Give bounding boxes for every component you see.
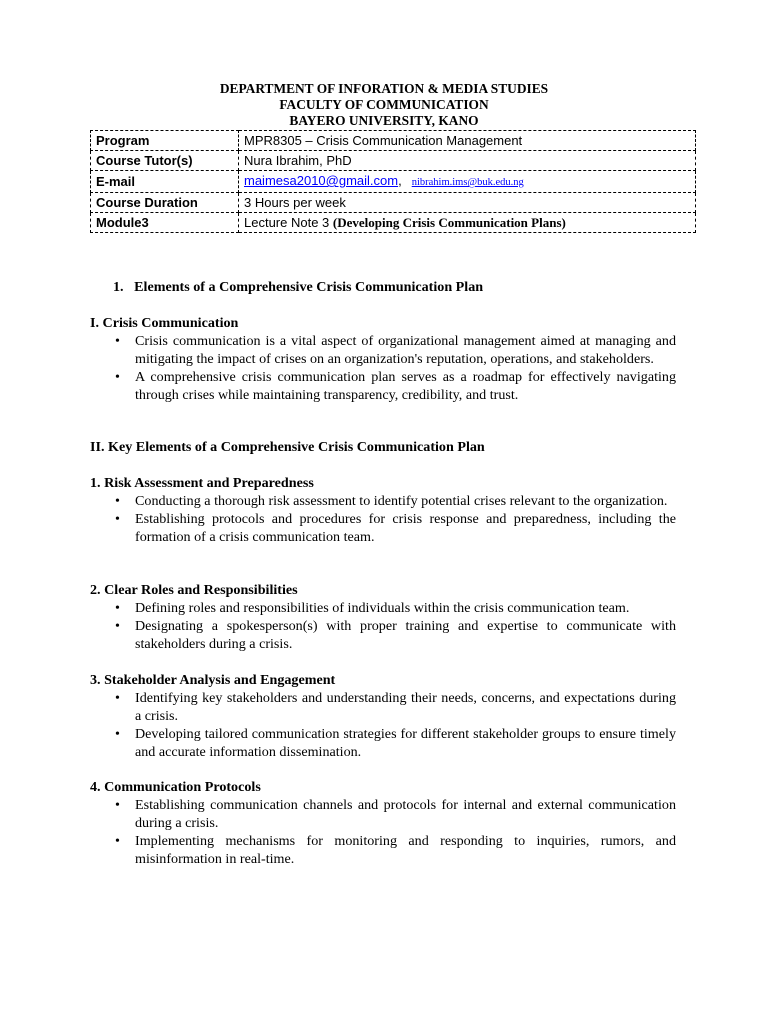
- module-label: Module3: [91, 213, 239, 233]
- email-value: [239, 171, 696, 193]
- email-link-secondary[interactable]: nibrahim.ims@buk.edu.ng: [411, 177, 524, 188]
- tutor-value: Nura Ibrahim, PhD: [239, 151, 696, 171]
- subsection4-heading: 4. Communication Protocols: [90, 779, 261, 795]
- list-item: • Crisis communication is a vital aspect of organizational management aimed at managing and mitigating the impact of crises on an organization's reputation, operations, and stakeholders.: [90, 332, 676, 368]
- program-label: Program: [91, 131, 239, 151]
- subsection2-list: [90, 599, 676, 653]
- faculty-title: FACULTY OF COMMUNICATION: [279, 97, 489, 112]
- tutor-label: Course Tutor(s): [91, 151, 239, 171]
- list-item: • Designating a spokesperson(s) with proper training and expertise to communicate with stakeholders during a crisis.: [90, 617, 676, 653]
- duration-label: Course Duration: [91, 193, 239, 213]
- table-row: [91, 131, 696, 151]
- email-label: E-mail: [91, 171, 239, 193]
- subsection3-list: [90, 689, 676, 761]
- table-row: [91, 193, 696, 213]
- university-title: BAYERO UNIVERSITY, KANO: [289, 113, 479, 128]
- subsection3-heading: 3. Stakeholder Analysis and Engagement: [90, 672, 336, 688]
- module-value-title: (Developing Crisis Communication Plans): [332, 215, 566, 230]
- email-link-primary[interactable]: maimesa2010@gmail.com: [244, 173, 399, 188]
- list-item: • Establishing protocols and procedures for crisis response and preparedness, including the formation of a crisis communication team.: [90, 510, 676, 546]
- module-value: [239, 213, 696, 233]
- section-title: 1. Elements of a Comprehensive Crisis Communication Plan: [113, 279, 484, 295]
- department-title: DEPARTMENT OF INFORATION & MEDIA STUDIES: [219, 81, 549, 96]
- email-separator: ,: [398, 173, 402, 188]
- subsection1-heading: 1. Risk Assessment and Preparedness: [90, 475, 314, 491]
- list-item: • Establishing communication channels and protocols for internal and external communication during a crisis.: [90, 796, 676, 832]
- duration-value: 3 Hours per week: [239, 193, 696, 213]
- course-info-table: [90, 130, 696, 233]
- part2-heading: II. Key Elements of a Comprehensive Crisis Communication Plan: [90, 439, 485, 455]
- subsection2-heading: 2. Clear Roles and Responsibilities: [90, 582, 298, 598]
- list-item: • A comprehensive crisis communication plan serves as a roadmap for effectively navigating through crises while maintaining transparency, credibility, and trust.: [90, 368, 676, 404]
- program-value: MPR8305 – Crisis Communication Management: [239, 131, 696, 151]
- list-item: • Identifying key stakeholders and understanding their needs, concerns, and expectations during a crisis.: [90, 689, 676, 725]
- subsection4-list: [90, 796, 676, 868]
- list-item: • Implementing mechanisms for monitoring and responding to inquiries, rumors, and misinformation in real-time.: [90, 832, 676, 868]
- table-row: [91, 151, 696, 171]
- part1-heading: I. Crisis Communication: [90, 315, 239, 331]
- list-item: • Conducting a thorough risk assessment to identify potential crises relevant to the organization.: [90, 492, 676, 510]
- table-row: [91, 171, 696, 193]
- table-row: [91, 213, 696, 233]
- part1-list: [90, 332, 676, 404]
- module-value-prefix: Lecture Note 3: [244, 215, 330, 230]
- subsection1-list: [90, 492, 676, 546]
- list-item: • Developing tailored communication strategies for different stakeholder groups to ensure timely and accurate information dissemination.: [90, 725, 676, 761]
- list-item: • Defining roles and responsibilities of individuals within the crisis communication team.: [90, 599, 676, 617]
